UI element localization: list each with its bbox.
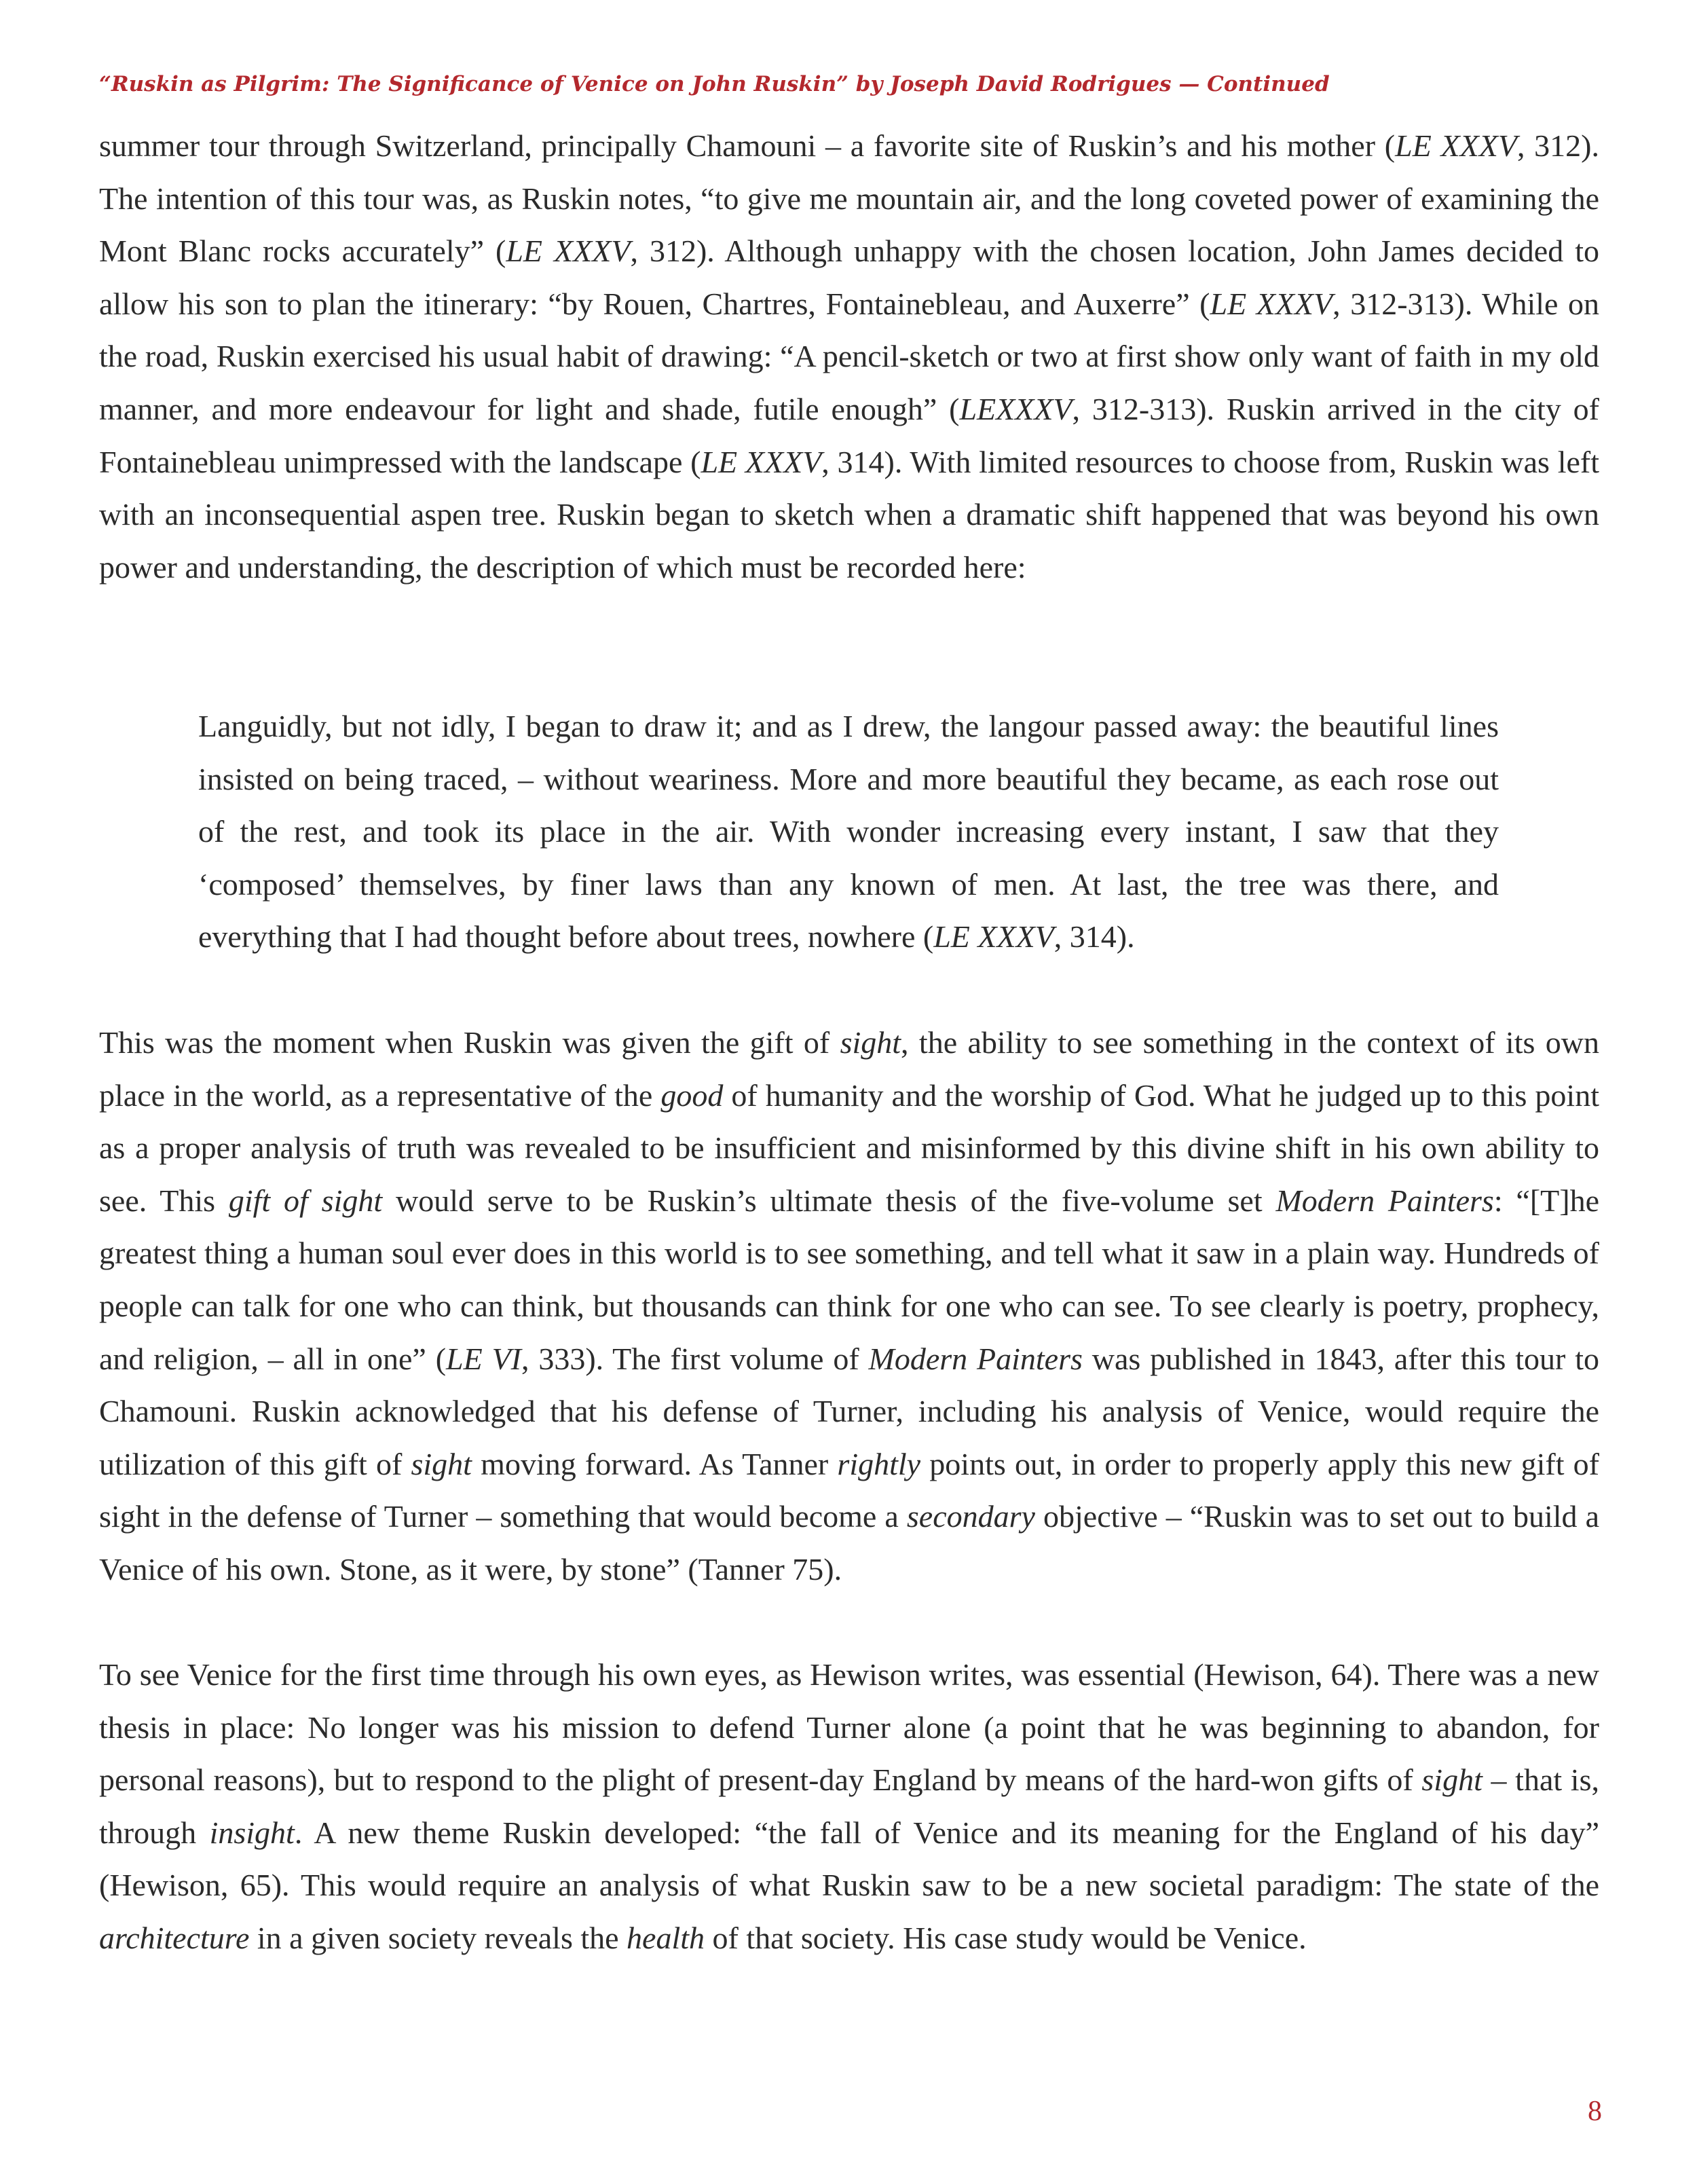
citation: LE XXXV [1210,286,1333,321]
paragraph-text: was published in 1843, after this tour to Chamouni. Ruskin acknowledged that his defense of Turner, including his analysis of Venice, would require the utilization of this gift of [99,1341,1599,1481]
running-header: “Ruskin as Pilgrim: The Significance of Venice on John Ruskin” by Joseph David Rodrigues — Continued [99,72,1330,96]
emphasis: sight [411,1446,472,1481]
paragraph-text: of that society. His case study would be Venice. [705,1920,1307,1955]
paragraph-text: moving forward. As Tanner [471,1446,838,1481]
emphasis: gift of sight [228,1183,383,1218]
quote-text: , 314). [1053,919,1135,955]
paragraph-text: would serve to be Ruskin’s ultimate thesis of the five-volume set [382,1183,1276,1218]
emphasis: health [627,1920,705,1955]
paragraph-text: , the ability to see something in the context of its own place in the world, as a representative of the [99,1025,1599,1113]
paragraph-text: , 333). The first volume of [521,1341,869,1376]
book-title: Modern Painters [1275,1183,1494,1218]
body-paragraph-3 [99,1648,1599,1965]
book-title: Modern Painters [868,1341,1083,1376]
emphasis: good [660,1077,724,1113]
emphasis: secondary [906,1499,1035,1534]
paragraph-text: , 312). Although unhappy with the chosen location, John James decided to allow his son to plan the itinerary: “by Rouen, Chartres, Fontainebleau, and Auxerre” ( [99,234,1599,321]
paragraph-text: , 314). With limited resources to choose from, Ruskin was left with an inconsequential aspen tree. Ruskin began to sketch when a dramatic shift happened that was beyond his own power and understanding, the description of which must be recorded here: [99,444,1599,585]
citation: LE XXXV [933,919,1054,955]
paragraph-text: summer tour through Switzerland, principally Chamouni – a favorite site of Ruskin’s and his mother ( [99,128,1396,163]
citation: LE XXXV [701,444,822,479]
citation: LE VI [446,1341,521,1376]
paragraph-text: To see Venice for the first time through his own eyes, as Hewison writes, was essential (Hewison, 64). There was a new thesis in place: No longer was his mission to defend Turner alone (a point that he was beginning to abandon, for personal reasons), but to respond to the plight of present-day England by means of the hard-won gifts of [99,1657,1599,1798]
citation: LE XXXV [506,234,631,269]
paragraph-text: , 312-313). While on the road, Ruskin exercised his usual habit of drawing: “A pencil-sketch or two at first show only want of faith in my old manner, and more endeavour for light and shade, futile enough” ( [99,286,1600,426]
paragraph-text: in a given society reveals the [249,1920,627,1955]
paragraph-text: – that is, through [99,1762,1599,1850]
citation: LEXXXV [959,391,1073,426]
citation: LE XXXV [1395,128,1517,163]
paragraph-text: . A new theme Ruskin developed: “the fall of Venice and its meaning for the England of his day” (Hewison, 65). This would require an analysis of what Ruskin saw to be a new societal paradigm: The state of the [99,1815,1599,1903]
body-paragraph-1 [99,119,1599,593]
page-number: 8 [1588,2096,1602,2127]
paragraph-text: points out, in order to properly apply this new gift of sight in the defense of Turner – something that would become a [99,1446,1599,1534]
quote-text: Languidly, but not idly, I began to draw it; and as I drew, the langour passed away: the beautiful lines insisted on being traced, – without weariness. More and more beautiful they became, as each rose out of the rest, and took its place in the air. With wonder increasing every instant, I saw that they ‘composed’ themselves, by finer laws than any known of men. At last, the tree was there, and everything that I had thought before about trees, nowhere ( [198,709,1499,955]
emphasis: architecture [99,1920,250,1955]
body-paragraph-2 [99,1016,1599,1596]
paragraph-text: of humanity and the worship of God. What he judged up to this point as a proper analysis of truth was revealed to be insufficient and misinformed by this divine shift in his own ability to see. This [99,1077,1599,1218]
block-quote [198,700,1499,963]
paragraph-text: , 312-313). Ruskin arrived in the city of Fontainebleau unimpressed with the landscape ( [99,391,1600,479]
paragraph-text: : “[T]he greatest thing a human soul ever does in this world is to see something, and tell what it saw in a plain way. Hundreds of people can talk for one who can think, but thousands can think for one who can see. To see clearly is poetry, prophecy, and religion, – all in one” ( [99,1183,1600,1376]
paragraph-text: objective – “Ruskin was to set out to build a Venice of his own. Stone, as it were, by stone” (Tanner 75). [99,1499,1599,1587]
paragraph-text: This was the moment when Ruskin was given the gift of [99,1025,840,1060]
emphasis: rightly [837,1446,921,1481]
emphasis: insight [209,1815,295,1850]
emphasis: sight [840,1025,901,1060]
emphasis: sight [1421,1762,1482,1798]
paragraph-text: , 312). The intention of this tour was, as Ruskin notes, “to give me mountain air, and the long coveted power of examining the Mont Blanc rocks accurately” ( [99,128,1599,269]
